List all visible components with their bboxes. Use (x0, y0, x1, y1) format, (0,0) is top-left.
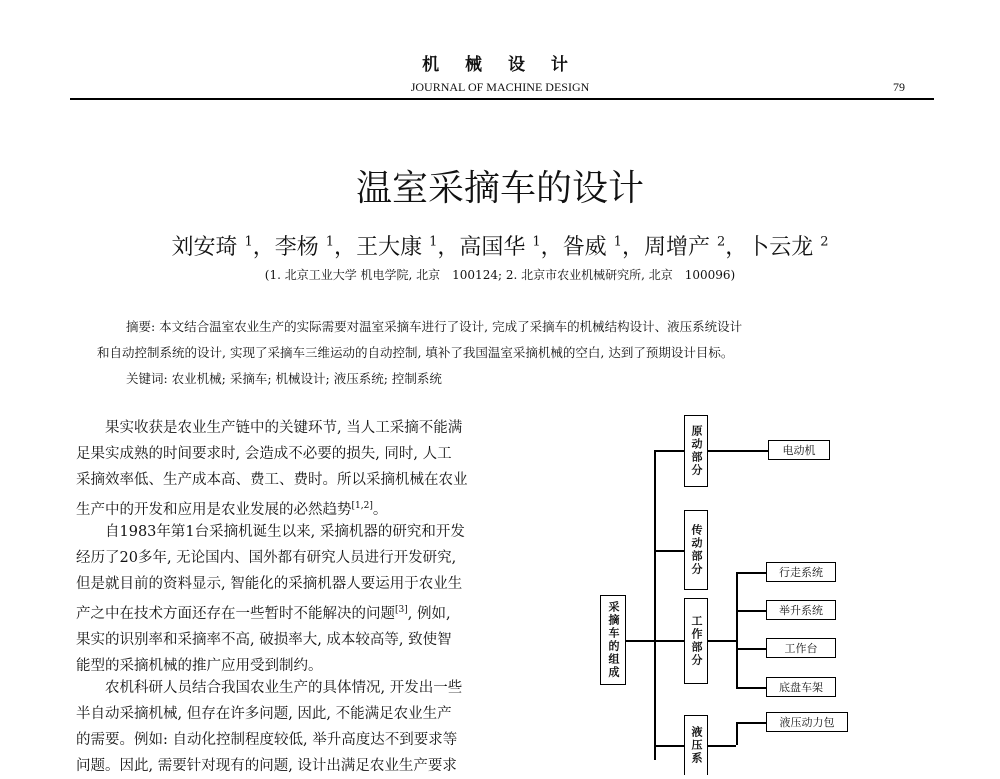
group-transmission: 传动部分 (684, 510, 708, 590)
author-name: 刘安琦 $^1$ (171, 234, 253, 260)
body-line: 产之中在技术方面还存在一些暂时不能解决的问题[3], 例如, (76, 605, 451, 622)
author-affiliation-mark: 2 (716, 234, 726, 250)
connector (654, 640, 684, 642)
body-line: 半自动采摘机械, 但存在许多问题, 因此, 不能满足农业生产 (76, 706, 452, 722)
author-name: 昝威 $^1$ (562, 234, 622, 260)
group-working: 工作部分 (684, 598, 708, 684)
author-list: 刘安琦 $^1$，李杨 $^1$，王大康 $^1$，高国华 $^1$，昝威 $^1$，周增产 $^2$，卜云龙 $^2$ (171, 234, 829, 260)
author-name: 李杨 $^1$ (274, 234, 335, 260)
connector (626, 640, 654, 642)
journal-title-cn: 机 械 设 计 (422, 55, 578, 75)
body-line: 采摘效率低、生产成本高、费工、费时。所以采摘机械在农业 (76, 472, 468, 488)
body-paragraph-2 (76, 519, 476, 679)
body-line: 自1983年第1台采摘机诞生以来, 采摘机器的研究和开发 (105, 524, 465, 540)
connector (736, 648, 766, 650)
body-line: 但是就目前的资料显示, 智能化的采摘机器人要运用于农业生 (76, 576, 463, 592)
composition-diagram (590, 410, 910, 765)
author-affiliation-mark: 1 (613, 234, 622, 250)
connector (654, 450, 684, 452)
body-paragraph-1 (76, 415, 476, 523)
branch-line (736, 572, 738, 688)
connector (708, 745, 736, 747)
connector (736, 610, 766, 612)
author-name: 卜云龙 $^2$ (747, 234, 829, 260)
header-rule (70, 98, 934, 100)
body-line: 能型的采摘机械的推广应用受到制约。 (76, 657, 323, 674)
leaf-chassis-frame: 底盘车架 (766, 677, 836, 697)
leaf-travel-system: 行走系统 (766, 562, 836, 582)
connector (708, 640, 736, 642)
body-line: 经历了20多年, 无论国内、国外都有研究人员进行开发研究, (76, 550, 457, 566)
body-line: 的需要。例如: 自动化控制程度较低, 举升高度达不到要求等 (76, 732, 458, 748)
citation: [1,2] (351, 501, 373, 511)
leaf-motor: 电动机 (768, 440, 830, 460)
citation: [3] (395, 605, 408, 615)
group-hydraulic: 液压系 (684, 715, 708, 775)
connector (736, 572, 766, 574)
body-line: 问题。因此, 需要针对现有的问题, 设计出满足农业生产要求 (76, 758, 457, 774)
trunk-line (654, 450, 656, 760)
abstract-line-1: 摘要: 本文结合温室农业生产的实际需要对温室采摘车进行了设计, 完成了采摘车的机械结构设计、液压系统设计 (126, 319, 743, 334)
author-name: 周增产 $^2$ (643, 234, 726, 260)
affiliation: (1. 北京工业大学 机电学院, 北京 100124; 2. 北京市农业机械研究所, 北京 100096) (264, 268, 736, 282)
author-affiliation-mark: 2 (820, 234, 829, 250)
group-power: 原动部分 (684, 415, 708, 487)
author-name: 高国华 $^1$ (459, 234, 541, 260)
body-line: 生产中的开发和应用是农业发展的必然趋势[1,2]。 (76, 501, 388, 518)
connector (654, 550, 684, 552)
journal-title-en: JOURNAL OF MACHINE DESIGN (410, 80, 590, 94)
body-line: 果实的识别率和采摘率不高, 破损率大, 成本较高等, 致使智 (76, 631, 452, 648)
author-name: 王大康 $^1$ (356, 234, 438, 260)
connector (736, 722, 766, 724)
connector (736, 687, 766, 689)
connector (654, 745, 684, 747)
leaf-work-platform: 工作台 (766, 638, 836, 658)
connector (708, 450, 768, 452)
author-affiliation-mark: 1 (244, 234, 253, 250)
leaf-lifting-system: 举升系统 (766, 600, 836, 620)
body-line: 果实收获是农业生产链中的关键环节, 当人工采摘不能满 (105, 420, 463, 436)
author-affiliation-mark: 1 (325, 234, 335, 250)
body-line: 农机科研人员结合我国农业生产的具体情况, 开发出一些 (105, 680, 463, 696)
body-line: 足果实成熟的时间要求时, 会造成不必要的损失, 同时, 人工 (76, 446, 452, 462)
branch-line (736, 722, 738, 745)
keywords: 关键词: 农业机械; 采摘车; 机械设计; 液压系统; 控制系统 (126, 371, 442, 386)
body-paragraph-3 (76, 675, 476, 779)
author-affiliation-mark: 1 (429, 234, 438, 250)
leaf-hydraulic-power-pack: 液压动力包 (766, 712, 848, 732)
page-number: 79 (893, 80, 905, 94)
paper-title: 温室采摘车的设计 (355, 168, 644, 209)
author-affiliation-mark: 1 (532, 234, 541, 250)
abstract-line-2: 和自动控制系统的设计, 实现了采摘车三维运动的自动控制, 填补了我国温室采摘机械的空白, 达到了预期设计目标。 (97, 345, 734, 360)
diagram-root: 采摘车的组成 (600, 595, 626, 685)
